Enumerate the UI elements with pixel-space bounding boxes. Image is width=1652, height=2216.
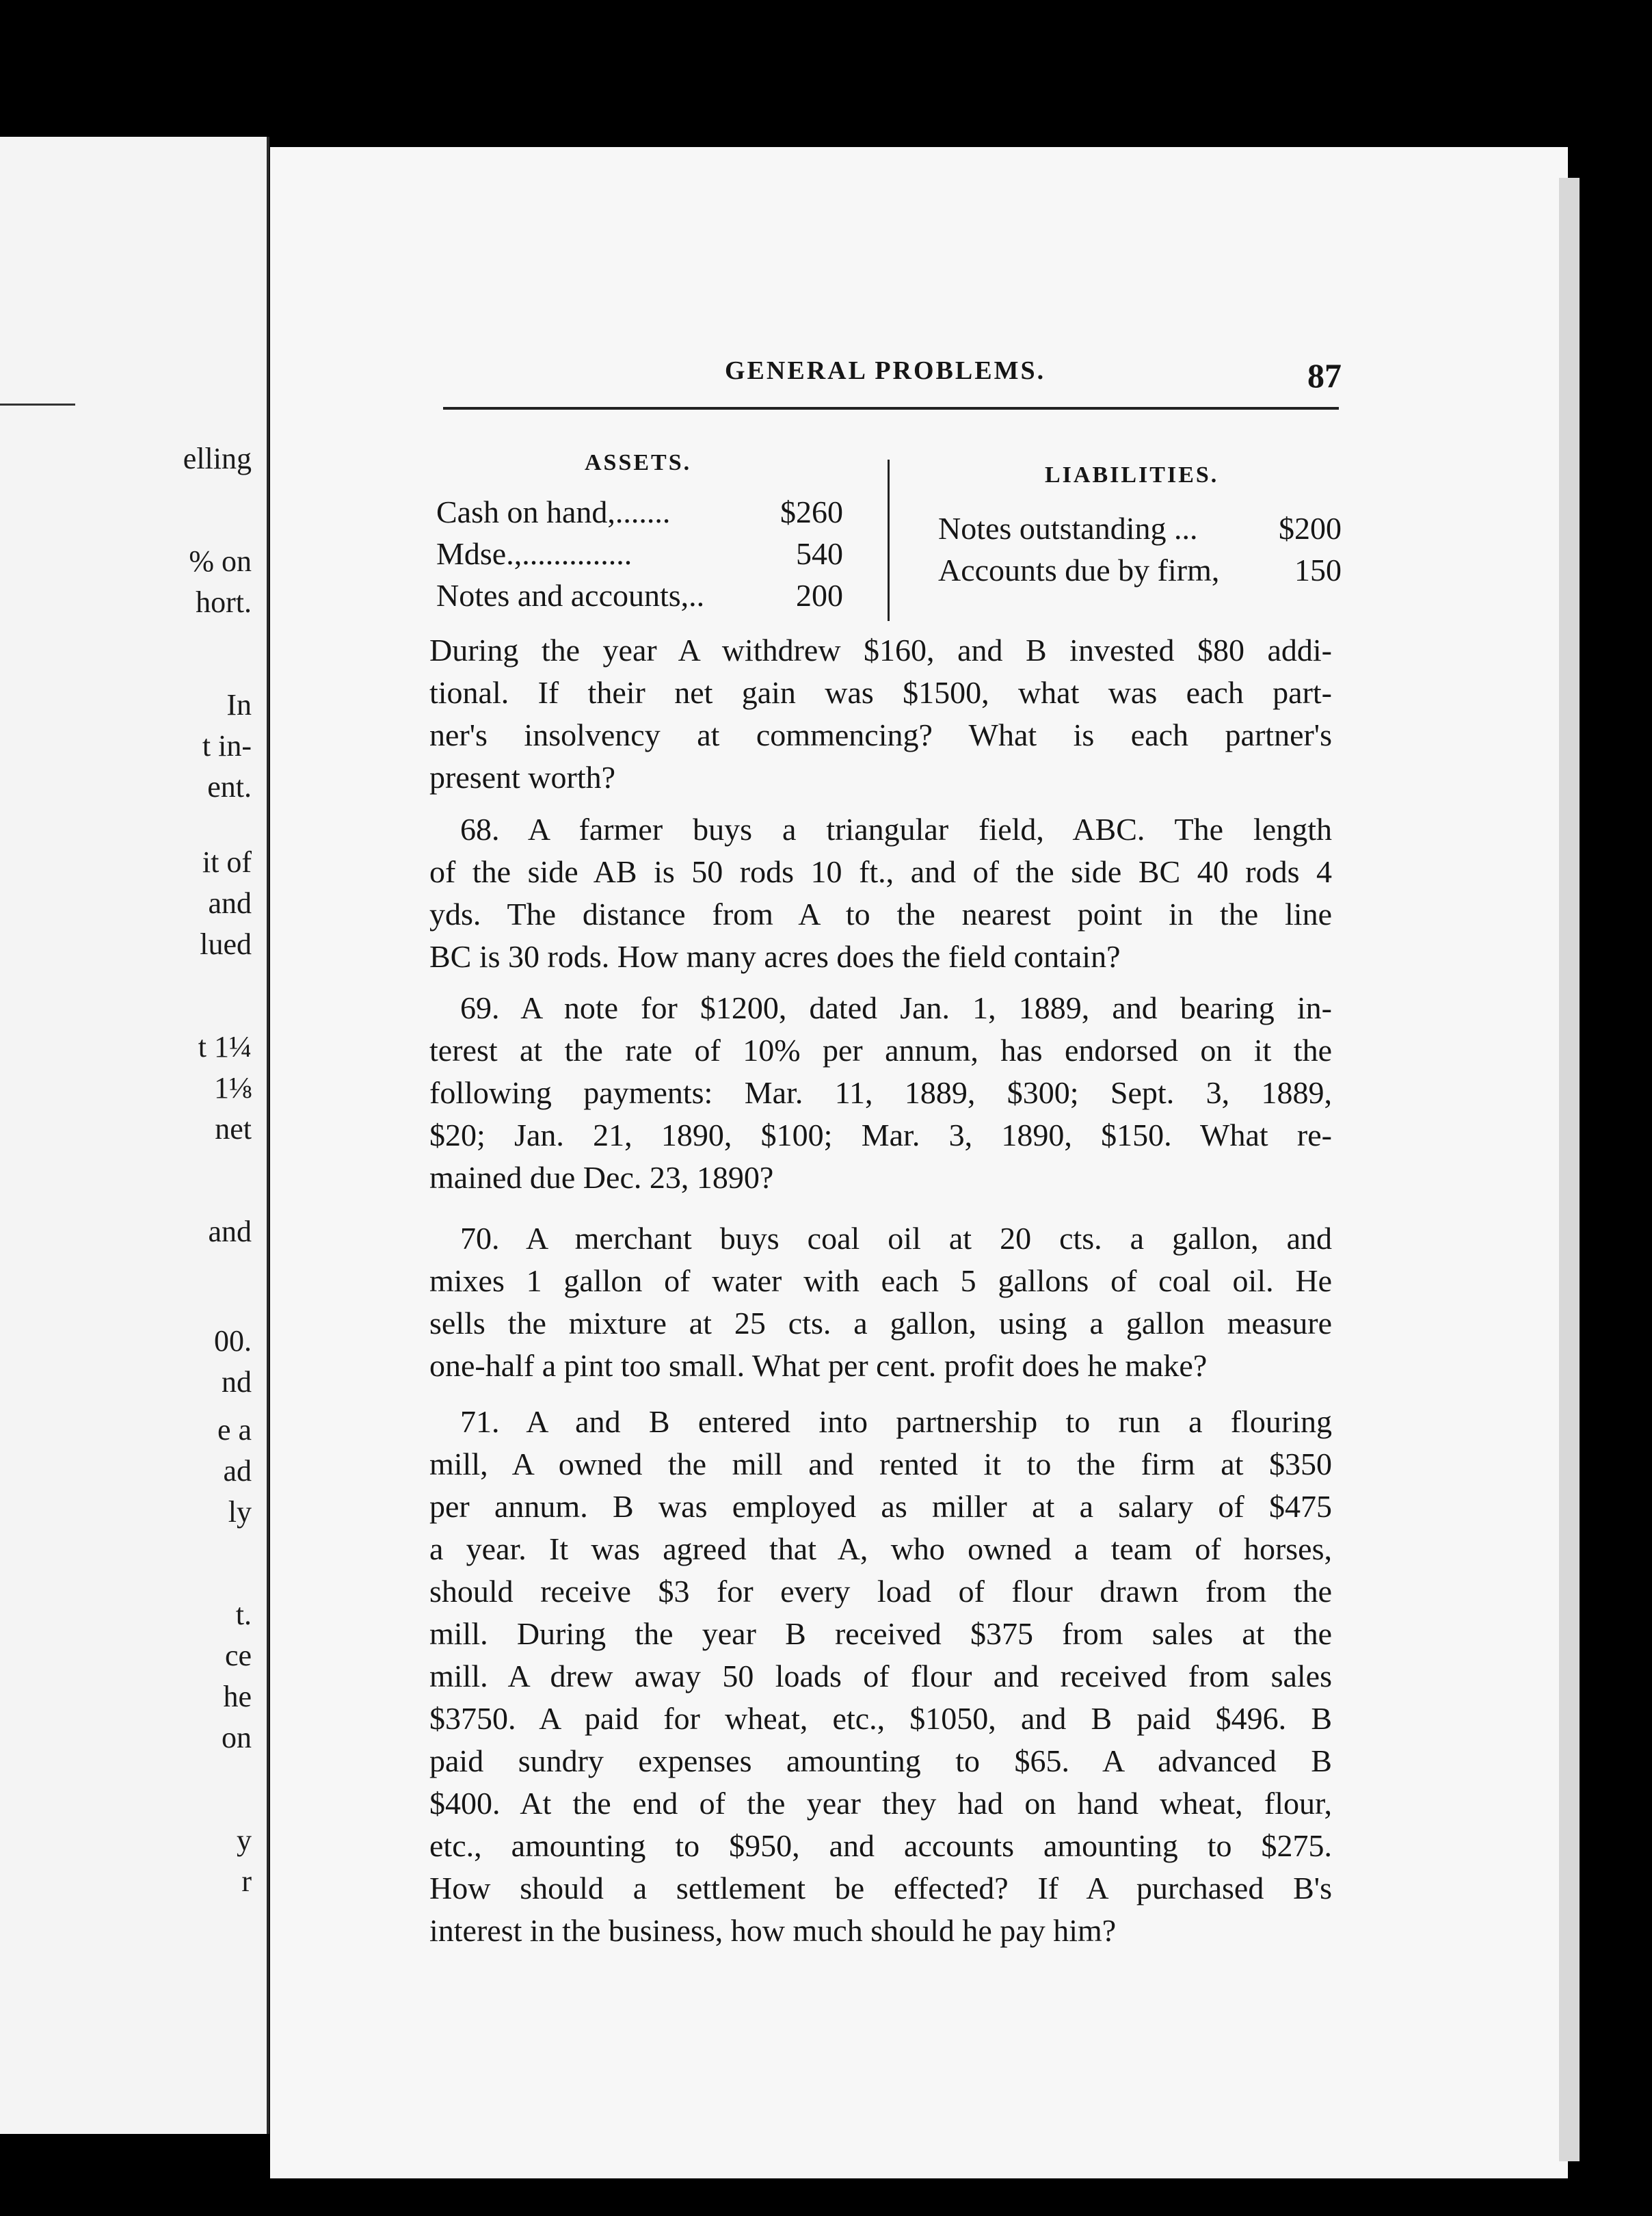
text-line: mill. During the year B received $375 from sales at the — [429, 1616, 1332, 1651]
text-line: ner's insolvency at commencing? What is each partner's — [429, 717, 1332, 752]
text-line: a year. It was agreed that A, who owned a team of horses, — [429, 1531, 1332, 1566]
liabilities-ledger — [938, 507, 1342, 591]
ledger-row: Accounts due by firm, 150 — [938, 553, 1342, 588]
facing-page-fragment: t 1¼ — [198, 1030, 252, 1064]
text-line: $400. At the end of the year they had on hand wheat, flour, — [429, 1786, 1332, 1821]
text-line: paid sundry expenses amounting to $65. A advanced B — [429, 1743, 1332, 1778]
text-line: mained due Dec. 23, 1890? — [429, 1160, 774, 1195]
text-line: should receive $3 for every load of flour drawn from the — [429, 1574, 1332, 1609]
facing-page-fragment: t in- — [202, 729, 252, 763]
text-line: per annum. B was employed as miller at a salary of $475 — [429, 1489, 1332, 1524]
problem-continuation — [429, 629, 1332, 799]
facing-page-fragment: ly — [228, 1495, 252, 1529]
facing-page-fragment: ce — [224, 1639, 252, 1672]
text-line: sells the mixture at 25 cts. a gallon, using a gallon measure — [429, 1306, 1332, 1341]
text-line: interest in the business, how much should he pay him? — [429, 1913, 1117, 1948]
text-line: terest at the rate of 10% per annum, has endorsed on it the — [429, 1033, 1332, 1068]
text-line: 71. A and B entered into partnership to run a flouring — [460, 1404, 1332, 1439]
facing-page-fragment: net — [215, 1112, 252, 1146]
text-line: How should a settlement be effected? If A purchased B's — [429, 1871, 1332, 1905]
facing-page-fragment: lued — [200, 927, 252, 961]
text-line: following payments: Mar. 11, 1889, $300; Sept. 3, 1889, — [429, 1075, 1332, 1110]
facing-page-fragment: 1⅛ — [214, 1071, 252, 1105]
facing-page-fragment: ad — [223, 1454, 252, 1488]
text-line: tional. If their net gain was $1500, what was each part- — [429, 675, 1332, 710]
problem-69 — [429, 987, 1332, 1199]
assets-heading: ASSETS. — [585, 450, 692, 475]
column-divider — [888, 460, 890, 621]
text-line: etc., amounting to $950, and accounts amounting to $275. — [429, 1828, 1332, 1863]
facing-page-fragment: on — [222, 1721, 252, 1754]
facing-page-fragment: r — [241, 1864, 252, 1898]
problem-71 — [429, 1401, 1332, 1952]
facing-page-fragment: % on — [189, 544, 252, 578]
ledger-row: Mdse.,.............. 540 — [436, 536, 843, 571]
text-line: of the side AB is 50 rods 10 ft., and of the side BC 40 rods 4 — [429, 854, 1332, 889]
page-number: 87 — [1307, 356, 1342, 395]
problem-68 — [429, 808, 1332, 978]
header-rule — [443, 407, 1339, 410]
facing-page-fragment: e a — [217, 1413, 252, 1447]
facing-page-fragment: 00. — [214, 1324, 252, 1358]
text-line: During the year A withdrew $160, and B invested $80 addi- — [429, 633, 1332, 668]
text-line: 68. A farmer buys a triangular field, ABC. The length — [460, 812, 1332, 847]
problem-70 — [429, 1217, 1332, 1387]
facing-page-fragment: In — [226, 688, 252, 722]
text-line: mill, A owned the mill and rented it to the firm at $350 — [429, 1447, 1332, 1481]
facing-page-fragment: he — [223, 1680, 252, 1713]
text-line: BC is 30 rods. How many acres does the field contain? — [429, 939, 1121, 974]
text-line: 70. A merchant buys coal oil at 20 cts. a gallon, and — [460, 1221, 1332, 1256]
liabilities-heading: LIABILITIES. — [1045, 462, 1219, 488]
facing-page-fragment: it of — [202, 845, 252, 879]
facing-page-fragment: and — [208, 886, 252, 920]
text-line: mill. A drew away 50 loads of flour and received from sales — [429, 1659, 1332, 1693]
text-line: mixes 1 gallon of water with each 5 gallons of coal oil. He — [429, 1263, 1332, 1298]
facing-page-fragment: y — [237, 1823, 252, 1857]
text-line: present worth? — [429, 760, 616, 795]
text-line: yds. The distance from A to the nearest point in the line — [429, 897, 1332, 932]
assets-ledger — [436, 491, 843, 616]
ledger-row: Notes outstanding ... $200 — [938, 511, 1342, 546]
facing-page-fragment: t. — [235, 1598, 252, 1631]
running-head: GENERAL PROBLEMS. — [725, 356, 1046, 385]
facing-page-fragment: hort. — [196, 585, 252, 619]
facing-page-fragment: elling — [183, 442, 252, 475]
text-line: 69. A note for $1200, dated Jan. 1, 1889, and bearing in- — [460, 990, 1332, 1025]
text-line: $20; Jan. 21, 1890, $100; Mar. 3, 1890, $150. What re- — [429, 1118, 1332, 1152]
facing-page-fragment: nd — [222, 1365, 252, 1399]
ledger-row: Cash on hand,....... $260 — [436, 494, 843, 529]
page-edge — [1559, 178, 1580, 2161]
ledger-row: Notes and accounts,.. 200 — [436, 578, 843, 613]
facing-page-rule — [0, 404, 75, 406]
text-line: $3750. A paid for wheat, etc., $1050, and B paid $496. B — [429, 1701, 1332, 1736]
text-line: one-half a pint too small. What per cent. profit does he make? — [429, 1348, 1208, 1383]
facing-page-fragment: ent. — [207, 770, 252, 804]
facing-page-fragment: and — [208, 1215, 252, 1248]
